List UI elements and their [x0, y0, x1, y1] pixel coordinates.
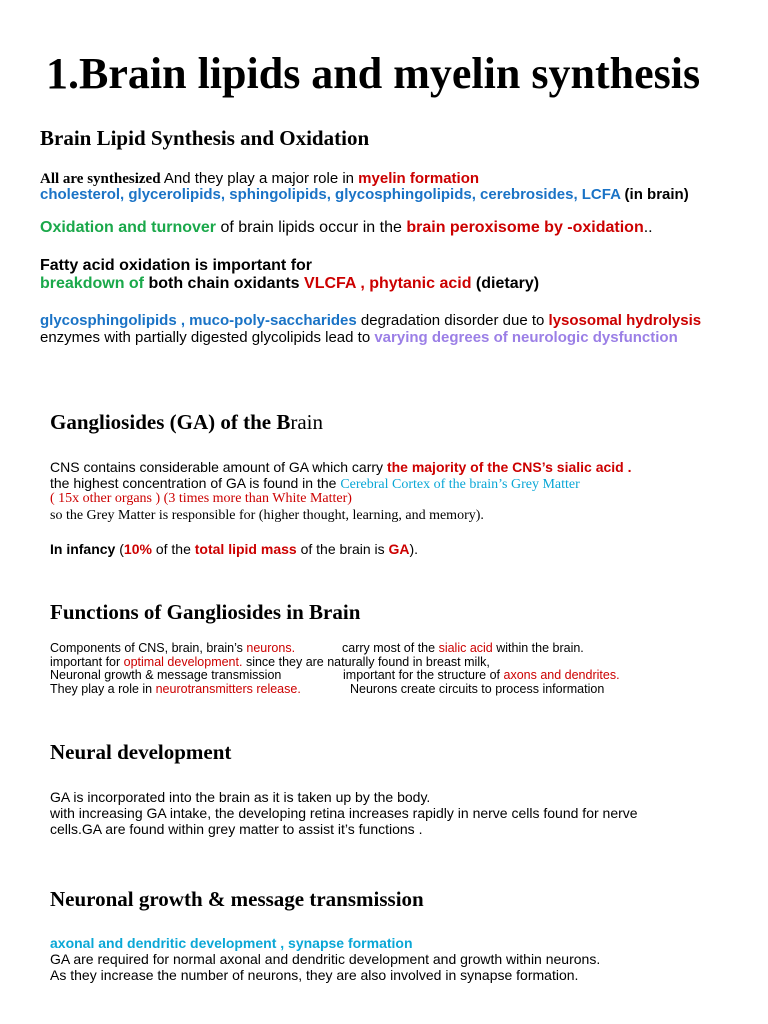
cns-text: CNS contains considerable amount of GA which carry — [50, 459, 387, 475]
breakdown-line — [40, 274, 539, 293]
func-row-2 — [50, 655, 490, 669]
r1-text: Components of CNS, brain, brain’s — [50, 641, 247, 655]
page-title: 1.Brain lipids and myelin synthesis — [46, 49, 701, 98]
cns-line — [50, 459, 632, 475]
func-row-3a: Neuronal growth & message transmission — [50, 668, 282, 682]
grey-matter-line: so the Grey Matter is responsible for (higher thought, learning, and memory). — [50, 508, 484, 523]
r1-sialic: sialic acid — [438, 641, 493, 655]
r4-neuro: neurotransmitters release. — [155, 682, 301, 696]
gly-purple: varying degrees of neurologic dysfunction — [374, 329, 678, 346]
gly-text: degradation disorder due to — [356, 312, 549, 329]
r3-structure: important for the structure of — [343, 668, 504, 682]
conc-text: the highest concentration of GA is found in the — [50, 475, 341, 491]
fatty-acid-line: Fatty acid oxidation is important for — [40, 257, 313, 274]
fa-dietary: (dietary) — [471, 275, 540, 292]
ox-dots: .. — [643, 219, 653, 236]
section-heading-neuronal-growth: Neuronal growth & message transmission — [50, 887, 424, 911]
growth-line-2: GA are required for normal axonal and dendritic development and growth within neurons. — [50, 951, 601, 967]
r2-breast: since they are naturally found in breast milk, — [242, 655, 490, 669]
r2-text: important for — [50, 655, 124, 669]
section-heading-lipid-synthesis: Brain Lipid Synthesis and Oxidation — [40, 126, 370, 150]
inf-paren: ( — [115, 541, 124, 557]
ox-green: Oxidation and turnover — [40, 219, 217, 236]
neural-line-1: GA is incorporated into the brain as it is taken up by the body. — [50, 789, 431, 805]
fa-text: both chain oxidants — [144, 275, 305, 292]
synth-text: And they play a major role in — [160, 170, 359, 187]
section-heading-neural-dev: Neural development — [50, 740, 232, 764]
func-row-4a — [50, 682, 301, 696]
growth-line-3: As they increase the number of neurons, they are also involved in synapse formation. — [50, 967, 579, 983]
inf-of: of the — [151, 541, 195, 557]
growth-line-1: axonal and dendritic development , synapse formation — [50, 935, 413, 951]
inf-end: ). — [409, 541, 419, 557]
func-row-1b — [342, 641, 584, 655]
ox-text: of brain lipids occur in the — [216, 219, 407, 236]
synth-myelin: myelin formation — [358, 170, 480, 187]
oxidation-line — [40, 218, 653, 237]
fa-red: VLCFA , phytanic acid — [304, 275, 472, 292]
glyco-line-1 — [40, 312, 701, 330]
fa-green: breakdown of — [40, 275, 145, 292]
lipids-names: cholesterol, glycerolipids, sphingolipids, glycosphingolipids, cerebrosides, LCFA — [40, 186, 621, 203]
lipids-list — [40, 186, 689, 204]
r1-carry: carry most of the — [342, 641, 439, 655]
cns-red: the majority of the CNS’s sialic acid . — [386, 459, 632, 475]
inf-percent: 10% — [123, 541, 152, 557]
inf-ga: GA — [388, 541, 410, 557]
gang-heading-normal: rain — [290, 410, 323, 434]
func-row-1a — [50, 641, 295, 655]
r2-optimal: optimal development. — [123, 655, 243, 669]
gly-enzymes: enzymes with partially digested glycolipids lead to — [40, 329, 375, 346]
section-heading-gangliosides — [50, 410, 323, 435]
inf-bold: In infancy — [50, 541, 116, 557]
lipids-suffix: (in brain) — [620, 186, 689, 203]
neural-line-3: cells.GA are found within grey matter to assist it’s functions . — [50, 821, 423, 837]
organs-line: ( 15x other organs ) (3 times more than White Matter) — [50, 491, 352, 506]
section-heading-functions: Functions of Gangliosides in Brain — [50, 600, 361, 624]
gly-red: lysosomal hydrolysis — [548, 312, 702, 329]
infancy-line — [50, 541, 418, 557]
r4-text: They play a role in — [50, 682, 156, 696]
inf-mass: total lipid mass — [194, 541, 297, 557]
neural-line-2: with increasing GA intake, the developing retina increases rapidly in nerve cells found for nerve — [50, 805, 638, 821]
r3-axons: axons and dendrites. — [503, 668, 620, 682]
gang-heading-bold: Gangliosides (GA) of the B — [50, 410, 291, 434]
conc-cyan: Cerebral Cortex of the brain’s Grey Matter — [340, 477, 580, 492]
gly-blue: glycosphingolipids , muco-poly-saccharides — [40, 312, 357, 329]
func-row-3b — [343, 668, 620, 682]
inf-brain: of the brain is — [296, 541, 389, 557]
r1-within: within the brain. — [492, 641, 584, 655]
ox-red: brain peroxisome by -oxidation — [406, 219, 644, 236]
glyco-line-2 — [40, 329, 678, 347]
r1-neurons: neurons. — [246, 641, 296, 655]
synth-bold: All are synthesized — [40, 171, 161, 187]
func-row-4b: Neurons create circuits to process information — [350, 682, 605, 696]
